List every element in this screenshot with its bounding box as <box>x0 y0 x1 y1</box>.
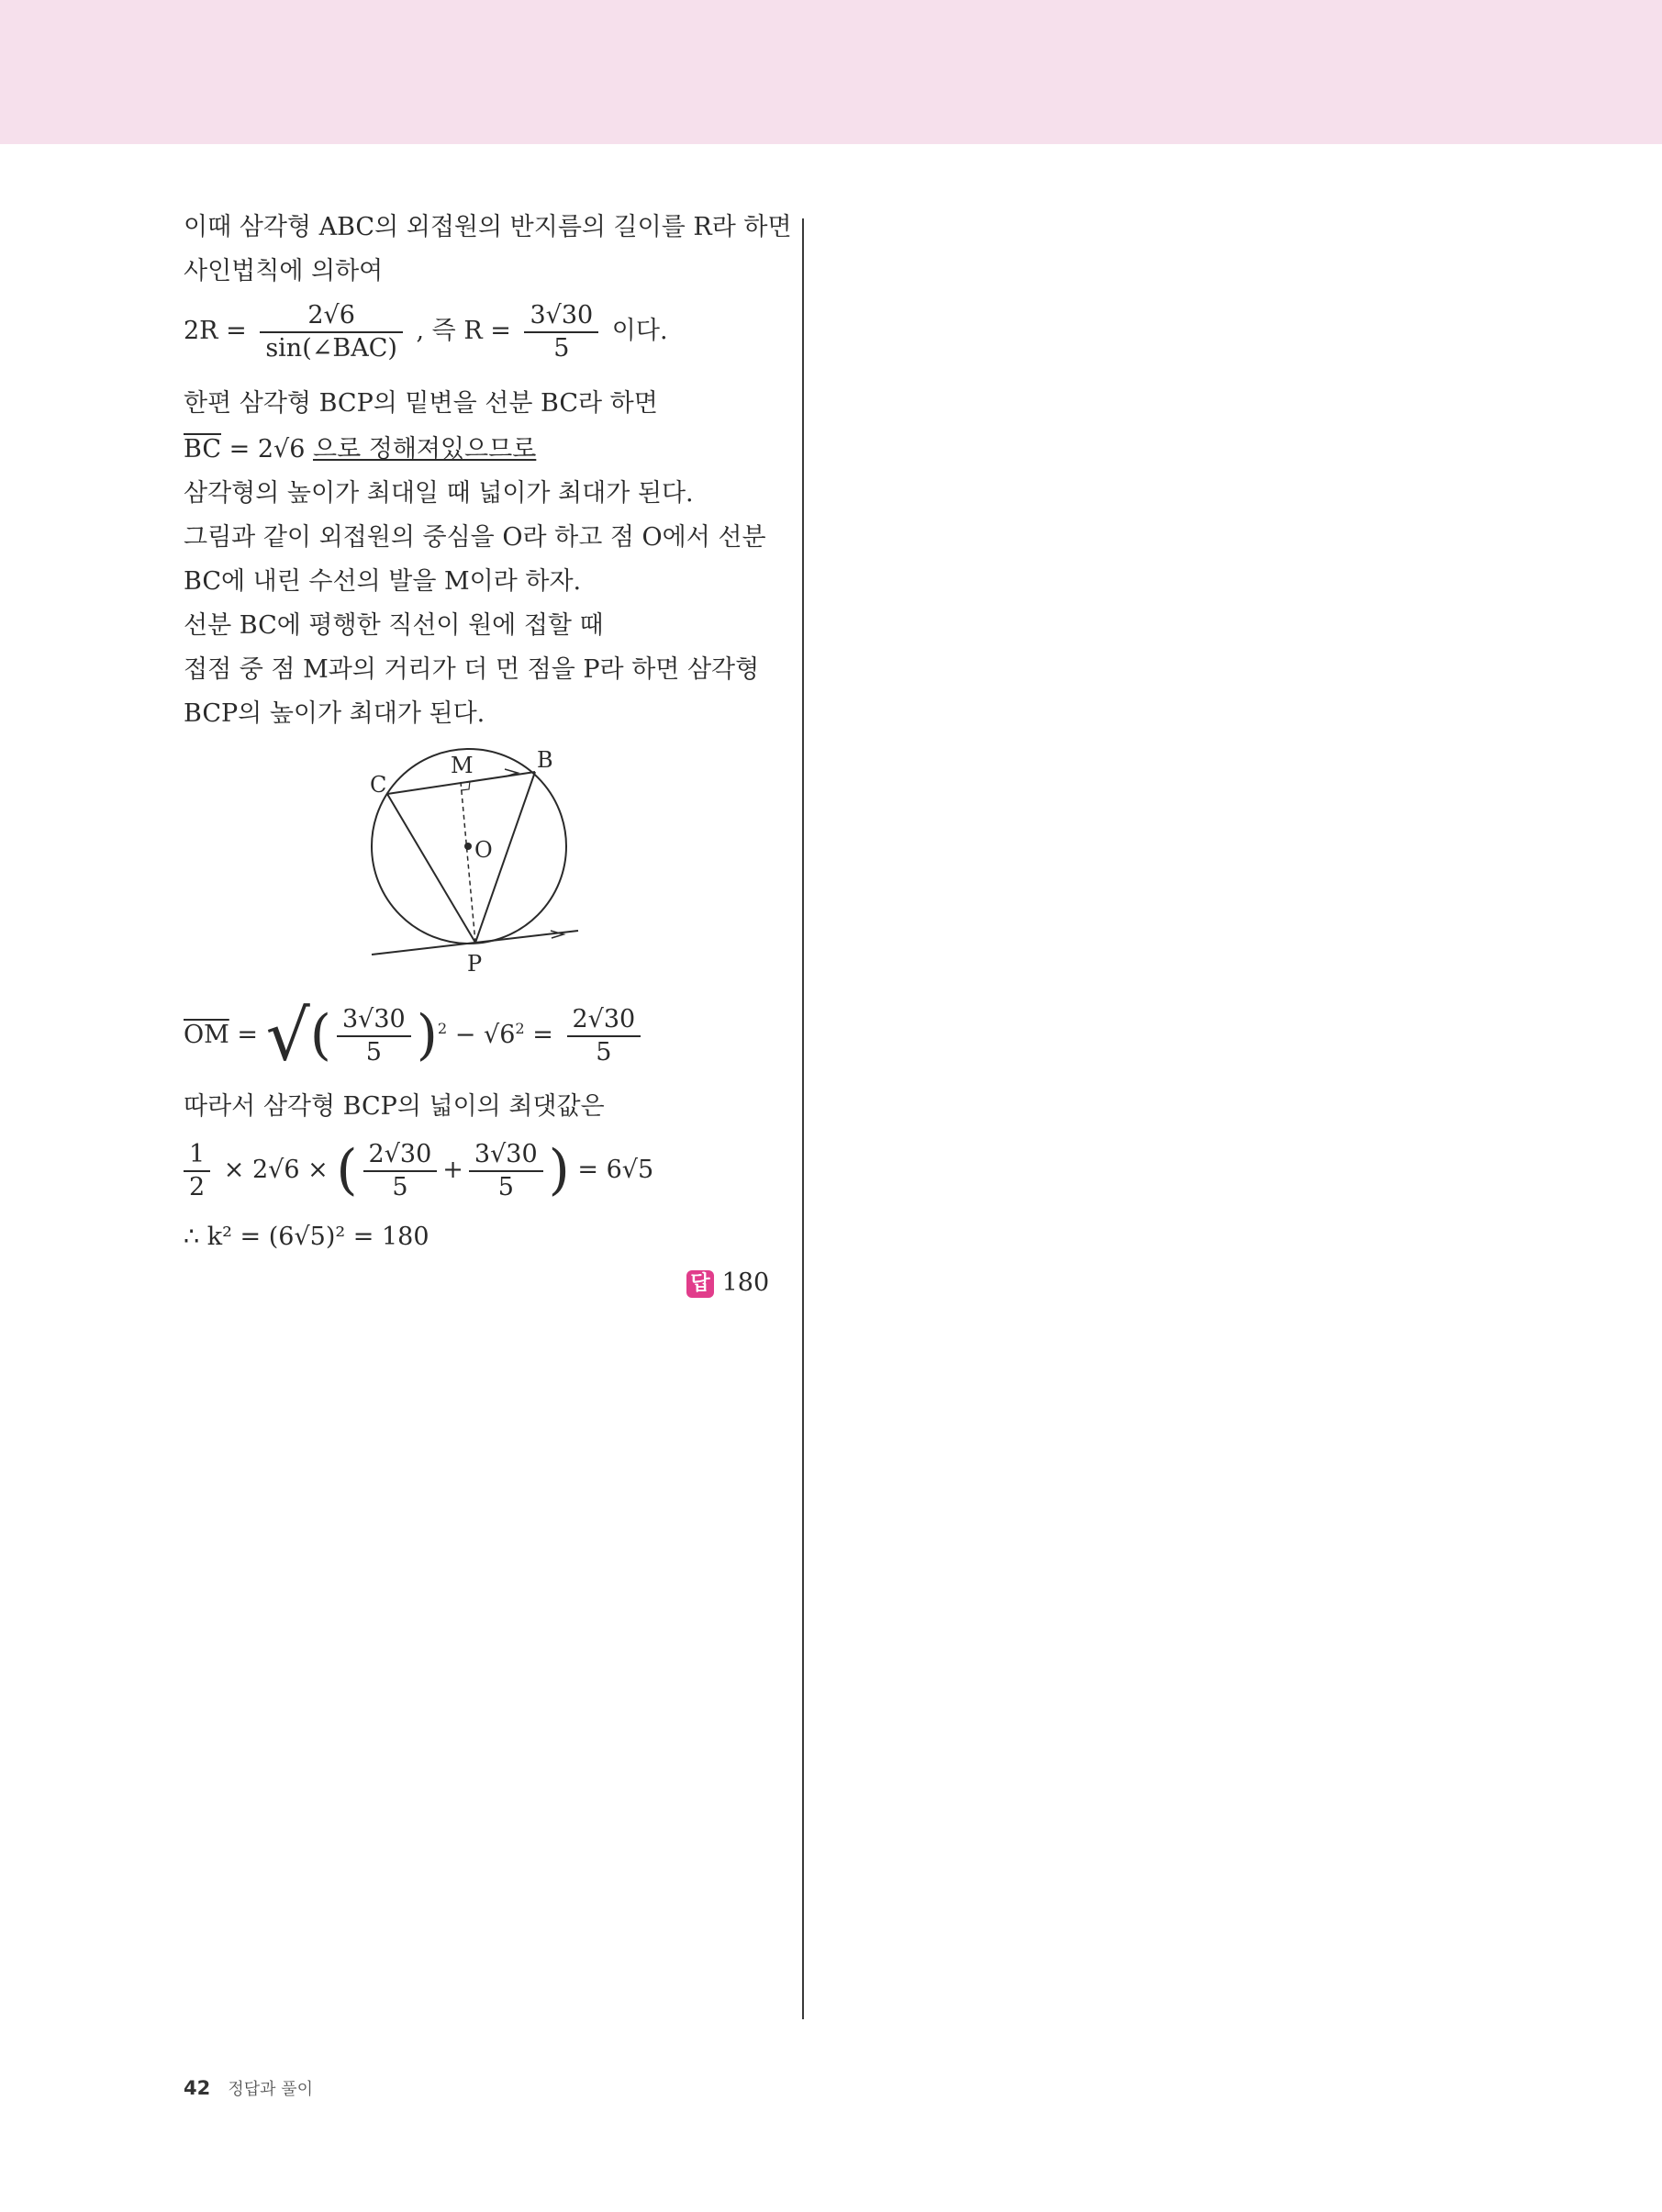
text-line-2: 사인법칙에 의하여 <box>184 257 384 285</box>
sqrt-symbol: √ <box>265 995 310 1077</box>
om-result-denominator: 5 <box>567 1035 641 1068</box>
answer <box>686 1265 769 1302</box>
area-f1-numerator: 2√30 <box>368 1139 432 1168</box>
header-band <box>0 0 1662 144</box>
om-equals: = <box>237 1021 258 1049</box>
om-minus: − <box>454 1021 476 1049</box>
label-c: C <box>370 772 387 798</box>
om-frac-numerator: 3√30 <box>341 1004 406 1033</box>
om-fraction <box>337 1004 411 1068</box>
exp-2: 2 <box>437 1020 448 1037</box>
label-p: P <box>467 951 483 973</box>
eq1-lhs: 2R = <box>184 317 247 345</box>
half-numerator: 1 <box>189 1139 206 1168</box>
segment-mp <box>461 782 475 943</box>
formula-2r <box>184 299 668 364</box>
bc-segment: $\overline{BC}$ <box>184 435 222 464</box>
om-result-fraction <box>567 1004 641 1068</box>
eq1-r-denominator: 5 <box>524 331 598 364</box>
formula-bc <box>184 431 536 468</box>
column-divider <box>802 218 804 2019</box>
bc-suffix: 으로 정해져있으므로 <box>312 435 537 464</box>
text-line-6: 그림과 같이 외접원의 중심을 O라 하고 점 O에서 선분 <box>184 523 766 552</box>
eq1-numerator: 2√6 <box>307 300 355 330</box>
eq1-fraction <box>260 300 403 364</box>
area-f2-numerator: 3√30 <box>474 1139 538 1168</box>
half-fraction <box>184 1139 210 1203</box>
formula-k: ∴ k² = (6√5)² = 180 <box>184 1223 429 1251</box>
text-line-3: 한편 삼각형 BCP의 밑변을 선분 BC라 하면 <box>184 389 658 418</box>
area-f1-denominator: 5 <box>363 1170 438 1203</box>
text-line-5: 삼각형의 높이가 최대일 때 넓이가 최대가 된다. <box>184 479 694 508</box>
footer-title: 정답과 풀이 <box>228 2080 313 2099</box>
label-o: O <box>474 837 493 863</box>
exp-2b: 2 <box>515 1020 525 1037</box>
paren-close: ) <box>416 1003 438 1067</box>
label-b: B <box>537 747 553 773</box>
page-footer <box>184 2076 313 2100</box>
answer-badge: 답 <box>686 1270 714 1298</box>
circle-figure <box>179 542 592 973</box>
center-point <box>464 843 472 850</box>
om-segment: $\overline{OM}$ <box>184 1021 229 1049</box>
eq1-fraction-r <box>524 300 598 364</box>
area-fraction-2 <box>469 1139 543 1203</box>
eq1-denominator: sin(∠BAC) <box>260 331 403 364</box>
om-sqrt6: √6 <box>483 1021 516 1049</box>
om-frac-denominator: 5 <box>337 1035 411 1068</box>
eq1-mid: , 즉 R = <box>416 317 511 345</box>
segment-cp <box>387 794 475 943</box>
area-paren-close: ) <box>548 1138 570 1202</box>
paren-open: ( <box>309 1003 331 1067</box>
om-result-numerator: 2√30 <box>572 1004 636 1033</box>
area-result: = 6√5 <box>577 1156 654 1184</box>
text-line-7: BC에 내린 수선의 발을 M이라 하자. <box>184 567 582 596</box>
formula-om <box>184 988 646 1078</box>
label-m: M <box>451 753 474 778</box>
text-line-10: BCP의 높이가 최대가 된다. <box>184 699 485 728</box>
page-number: 42 <box>184 2077 211 2099</box>
area-f2-denominator: 5 <box>469 1170 543 1203</box>
formula-area <box>184 1129 653 1212</box>
text-line-1: 이때 삼각형 ABC의 외접원의 반지름의 길이를 R라 하면 <box>184 213 792 241</box>
area-times: × 2√6 × <box>223 1156 329 1184</box>
eq1-r-numerator: 3√30 <box>530 300 594 330</box>
text-line-8: 선분 BC에 평행한 직선이 원에 접할 때 <box>184 611 604 640</box>
answer-value: 180 <box>721 1268 770 1297</box>
text-line-11: 따라서 삼각형 BCP의 넓이의 최댓값은 <box>184 1092 605 1121</box>
area-fraction-1 <box>363 1139 438 1203</box>
text-line-9: 접점 중 점 M과의 거리가 더 먼 점을 P라 하면 삼각형 <box>184 655 760 684</box>
area-paren-open: ( <box>336 1138 358 1202</box>
om-equals-2: = <box>532 1021 553 1049</box>
half-denominator: 2 <box>184 1170 210 1203</box>
bc-value: = 2√6 <box>229 435 306 464</box>
eq1-tail: 이다. <box>611 317 668 345</box>
area-plus: + <box>442 1156 463 1184</box>
